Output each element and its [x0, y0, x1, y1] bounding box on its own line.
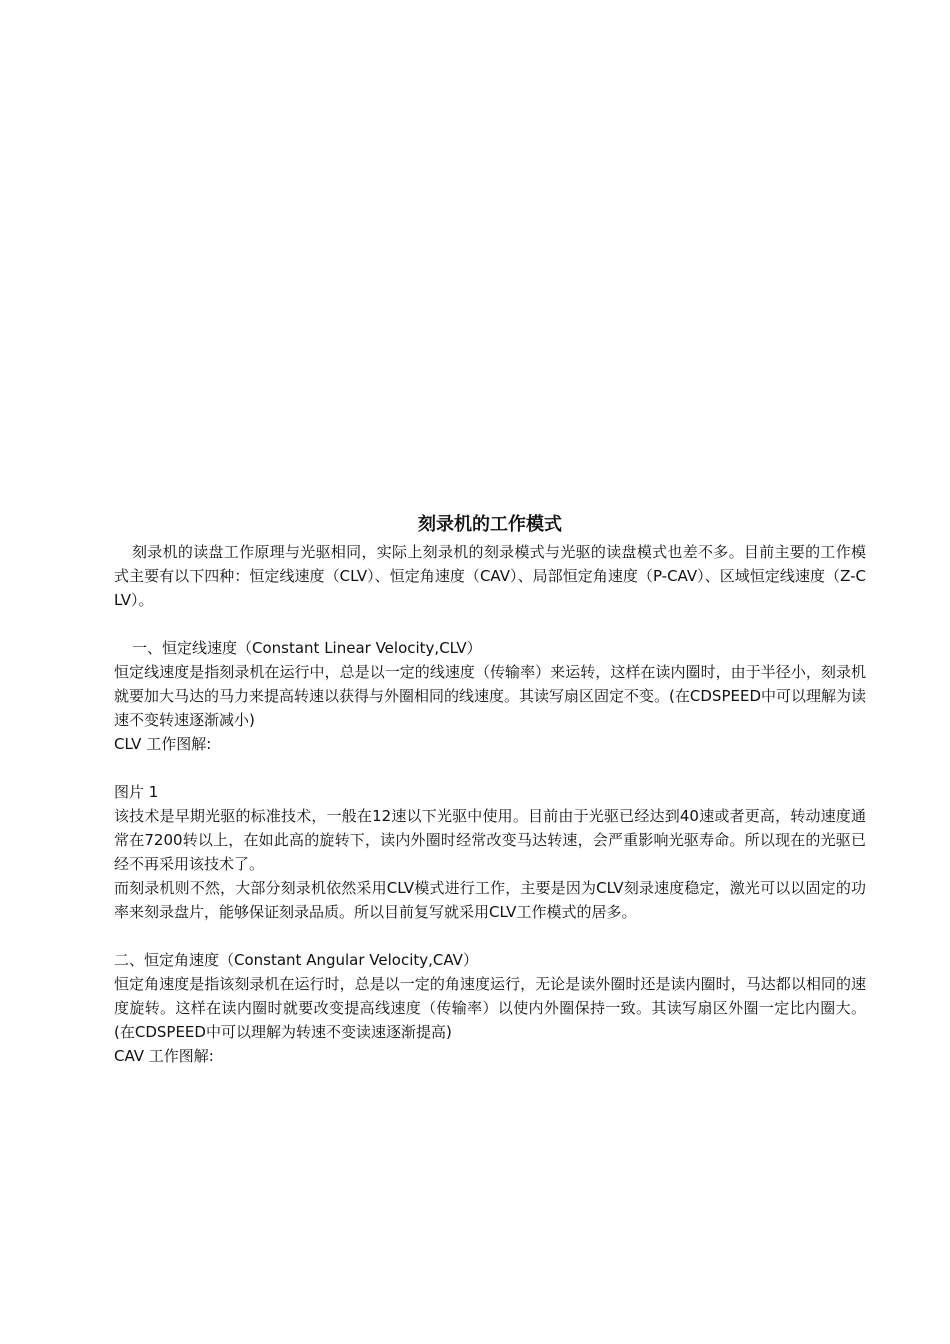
document-title: 刻录机的工作模式	[418, 514, 562, 535]
blank-line	[114, 756, 866, 780]
intro-paragraph: 刻录机的读盘工作原理与光驱相同，实际上刻录机的刻录模式与光驱的读盘模式也差不多。目前主要的工作模式主要有以下四种：恒定线速度（CLV）、恒定角速度（CAV）、局部恒定角速度（P-CAV）、区域恒定线速度（Z-CLV）。	[114, 543, 866, 609]
section-1-heading: 一、恒定线速度（Constant Linear Velocity,CLV）	[132, 639, 482, 657]
blank-line	[114, 924, 866, 948]
cav-diagram-label: CAV 工作图解:	[114, 1047, 214, 1065]
section-2-heading: 二、恒定角速度（Constant Angular Velocity,CAV）	[114, 951, 478, 969]
section-1-paragraph-2: 该技术是早期光驱的标准技术，一般在12速以下光驱中使用。目前由于光驱已经达到40速或者更高，转动速度通常在7200转以上，在如此高的旋转下，读内外圈时经常改变马达转速，会严重影响光驱寿命。所以现在的光驱已经不再采用该技术了。	[114, 807, 866, 873]
figure-caption: 图片 1	[114, 783, 159, 801]
document-body	[114, 510, 866, 1068]
blank-line	[114, 612, 866, 636]
section-1-paragraph-1: 恒定线速度是指刻录机在运行中，总是以一定的线速度（传输率）来运转，这样在读内圈时，由于半径小，刻录机就要加大马达的马力来提高转速以获得与外圈相同的线速度。其读写扇区固定不变。(在CDSPEED中可以理解为读速不变转速逐渐减小)	[114, 663, 866, 729]
clv-diagram-label: CLV 工作图解:	[114, 735, 212, 753]
section-1-paragraph-3: 而刻录机则不然，大部分刻录机依然采用CLV模式进行工作，主要是因为CLV刻录速度稳定，激光可以以固定的功率来刻录盘片，能够保证刻录品质。所以目前复写就采用CLV工作模式的居多。	[114, 879, 866, 921]
section-2-paragraph-1: 恒定角速度是指该刻录机在运行时，总是以一定的角速度运行，无论是读外圈时还是读内圈时，马达都以相同的速度旋转。这样在读内圈时就要改变提高线速度（传输率）以使内外圈保持一致。其读写扇区外圈一定比内圈大。(在CDSPEED中可以理解为转速不变读速逐渐提高)	[114, 975, 866, 1041]
